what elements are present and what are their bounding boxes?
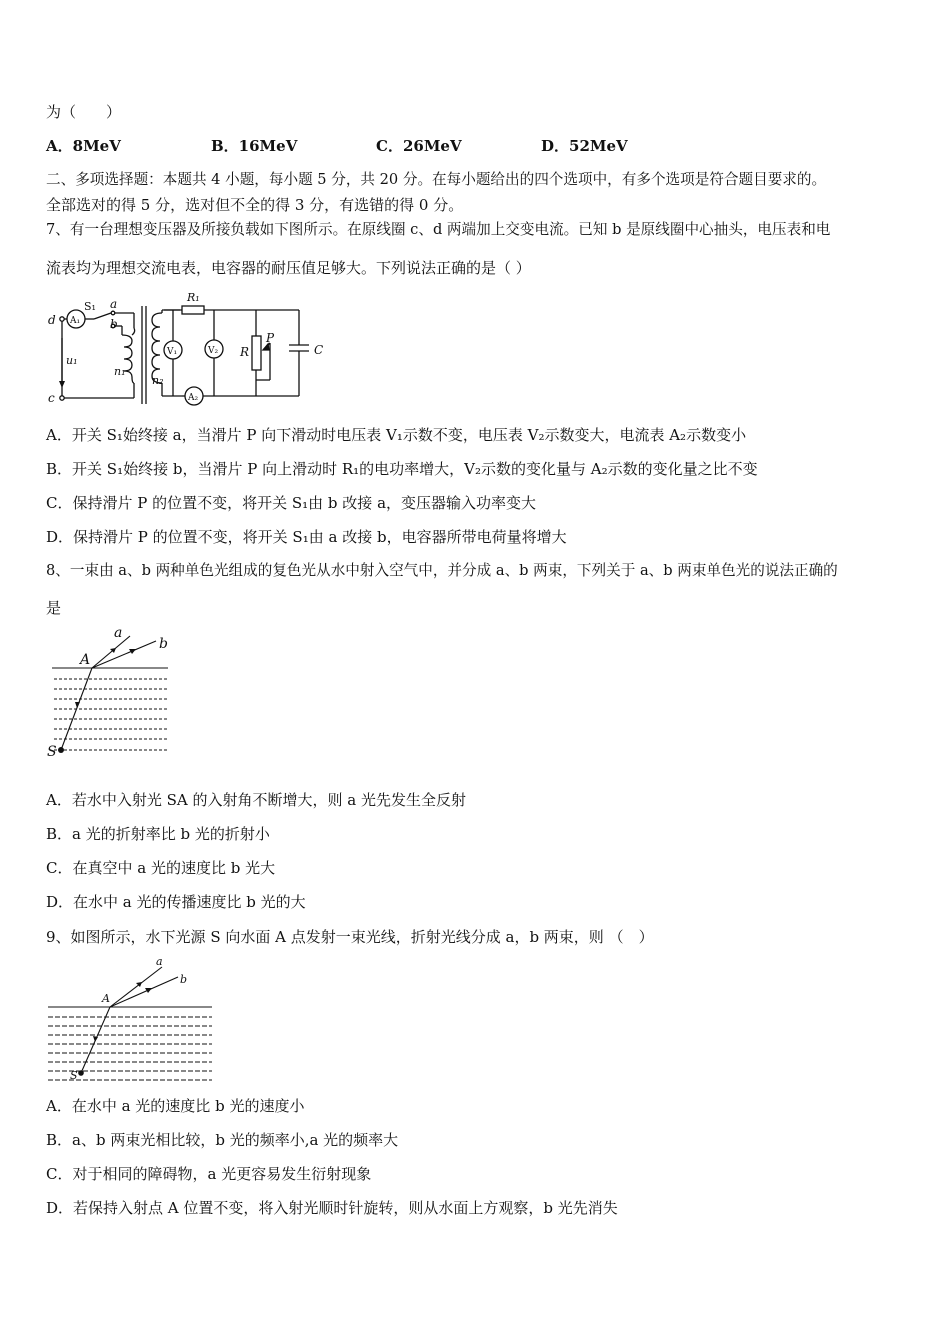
q9-refraction-figure [44,955,216,1091]
label-a: a [110,297,118,311]
label-d: d [48,313,56,327]
q8-option-b: B．a 光的折射率比 b 光的折射小 [46,825,270,843]
q8-stem-line1: 8、一束由 a、b 两种单色光组成的复色光从水中射入空气中，并分成 a、b 两束，下列关于 a、b 两束单色光的说法正确的 [46,562,838,579]
label-n1: n₁ [114,365,126,378]
q6-option-c: C．26MeV [376,137,462,155]
q9-option-d: D．若保持入射点 A 位置不变，将入射光顺时针旋转，则从水面上方观察，b 光先消失 [46,1199,618,1217]
q6-stem-end: 为（ ） [46,103,122,121]
q9-option-a: A．在水中 a 光的速度比 b 光的速度小 [46,1097,305,1115]
q8-option-c: C．在真空中 a 光的速度比 b 光大 [46,859,276,877]
q9-option-c: C．对于相同的障碍物，a 光更容易发生衍射现象 [46,1165,372,1183]
label-b: b [110,317,118,331]
label-s1: S₁ [84,300,96,313]
q7-stem-line1: 7、有一台理想变压器及所接负载如下图所示。在原线圈 c、d 两端加上交变电流。已知 b 是原线圈中心抽头，电压表和电 [46,221,831,238]
q8-stem-line2: 是 [46,599,62,617]
q8-label-a: a [114,625,123,641]
q8-option-a: A．若水中入射光 SA 的入射角不断增大，则 a 光先发生全反射 [46,791,466,809]
label-c: c [48,391,55,405]
q7-transformer-figure [44,288,344,414]
section2-line1: 二、多项选择题：本题共 4 小题，每小题 5 分，共 20 分。在每小题给出的四个选项中，有多个选项是符合题目要求的。 [46,171,827,188]
q7-stem-line2: 流表均为理想交流电表，电容器的耐压值足够大。下列说法正确的是（ ） [46,259,531,277]
q6-option-b: B．16MeV [211,137,298,155]
q7-option-a: A．开关 S₁始终接 a，当滑片 P 向下滑动时电压表 V₁示数不变，电压表 V₂示数变大，电流表 A₂示数变小 [46,426,747,444]
label-v2: V₂ [208,346,219,356]
q8-label-S: S [47,744,57,760]
q8-option-d: D．在水中 a 光的传播速度比 b 光的大 [46,893,306,911]
q9-label-A: A [102,992,110,1005]
q6-options [46,136,628,156]
label-a2: A₂ [188,393,199,403]
label-a1: A₁ [70,316,81,326]
label-u1: u₁ [66,354,78,367]
label-cap: C [314,343,324,357]
q8-label-A: A [80,652,91,668]
label-r1: R₁ [187,291,200,304]
q8-label-b: b [159,636,168,652]
q7-option-d: D．保持滑片 P 的位置不变，将开关 S₁由 a 改接 b，电容器所带电荷量将增大 [46,528,567,546]
section2-line2: 全部选对的得 5 分，选对但不全的得 3 分，有选错的得 0 分。 [46,196,464,214]
q6-option-d: D．52MeV [541,137,628,155]
q9-label-a: a [156,955,163,968]
label-r: R [240,345,250,359]
q9-stem: 9、如图所示，水下光源 S 向水面 A 点发射一束光线，折射光线分成 a，b 两束，则 （ ） [46,928,654,946]
q8-refraction-figure [44,622,174,766]
q9-label-S: S [70,1069,78,1082]
q9-label-b: b [180,973,188,986]
label-v1: V₁ [167,347,178,357]
label-p: P [266,331,275,345]
q7-option-c: C．保持滑片 P 的位置不变，将开关 S₁由 b 改接 a，变压器输入功率变大 [46,494,537,512]
q9-option-b: B．a、b 两束光相比较，b 光的频率小,a 光的频率大 [46,1131,399,1149]
label-n2: n₂ [152,374,164,387]
q6-option-a: A．8MeV [46,137,121,155]
q7-option-b: B．开关 S₁始终接 b，当滑片 P 向上滑动时 R₁的电功率增大，V₂示数的变化量与 A₂示数的变化量之比不变 [46,460,758,478]
